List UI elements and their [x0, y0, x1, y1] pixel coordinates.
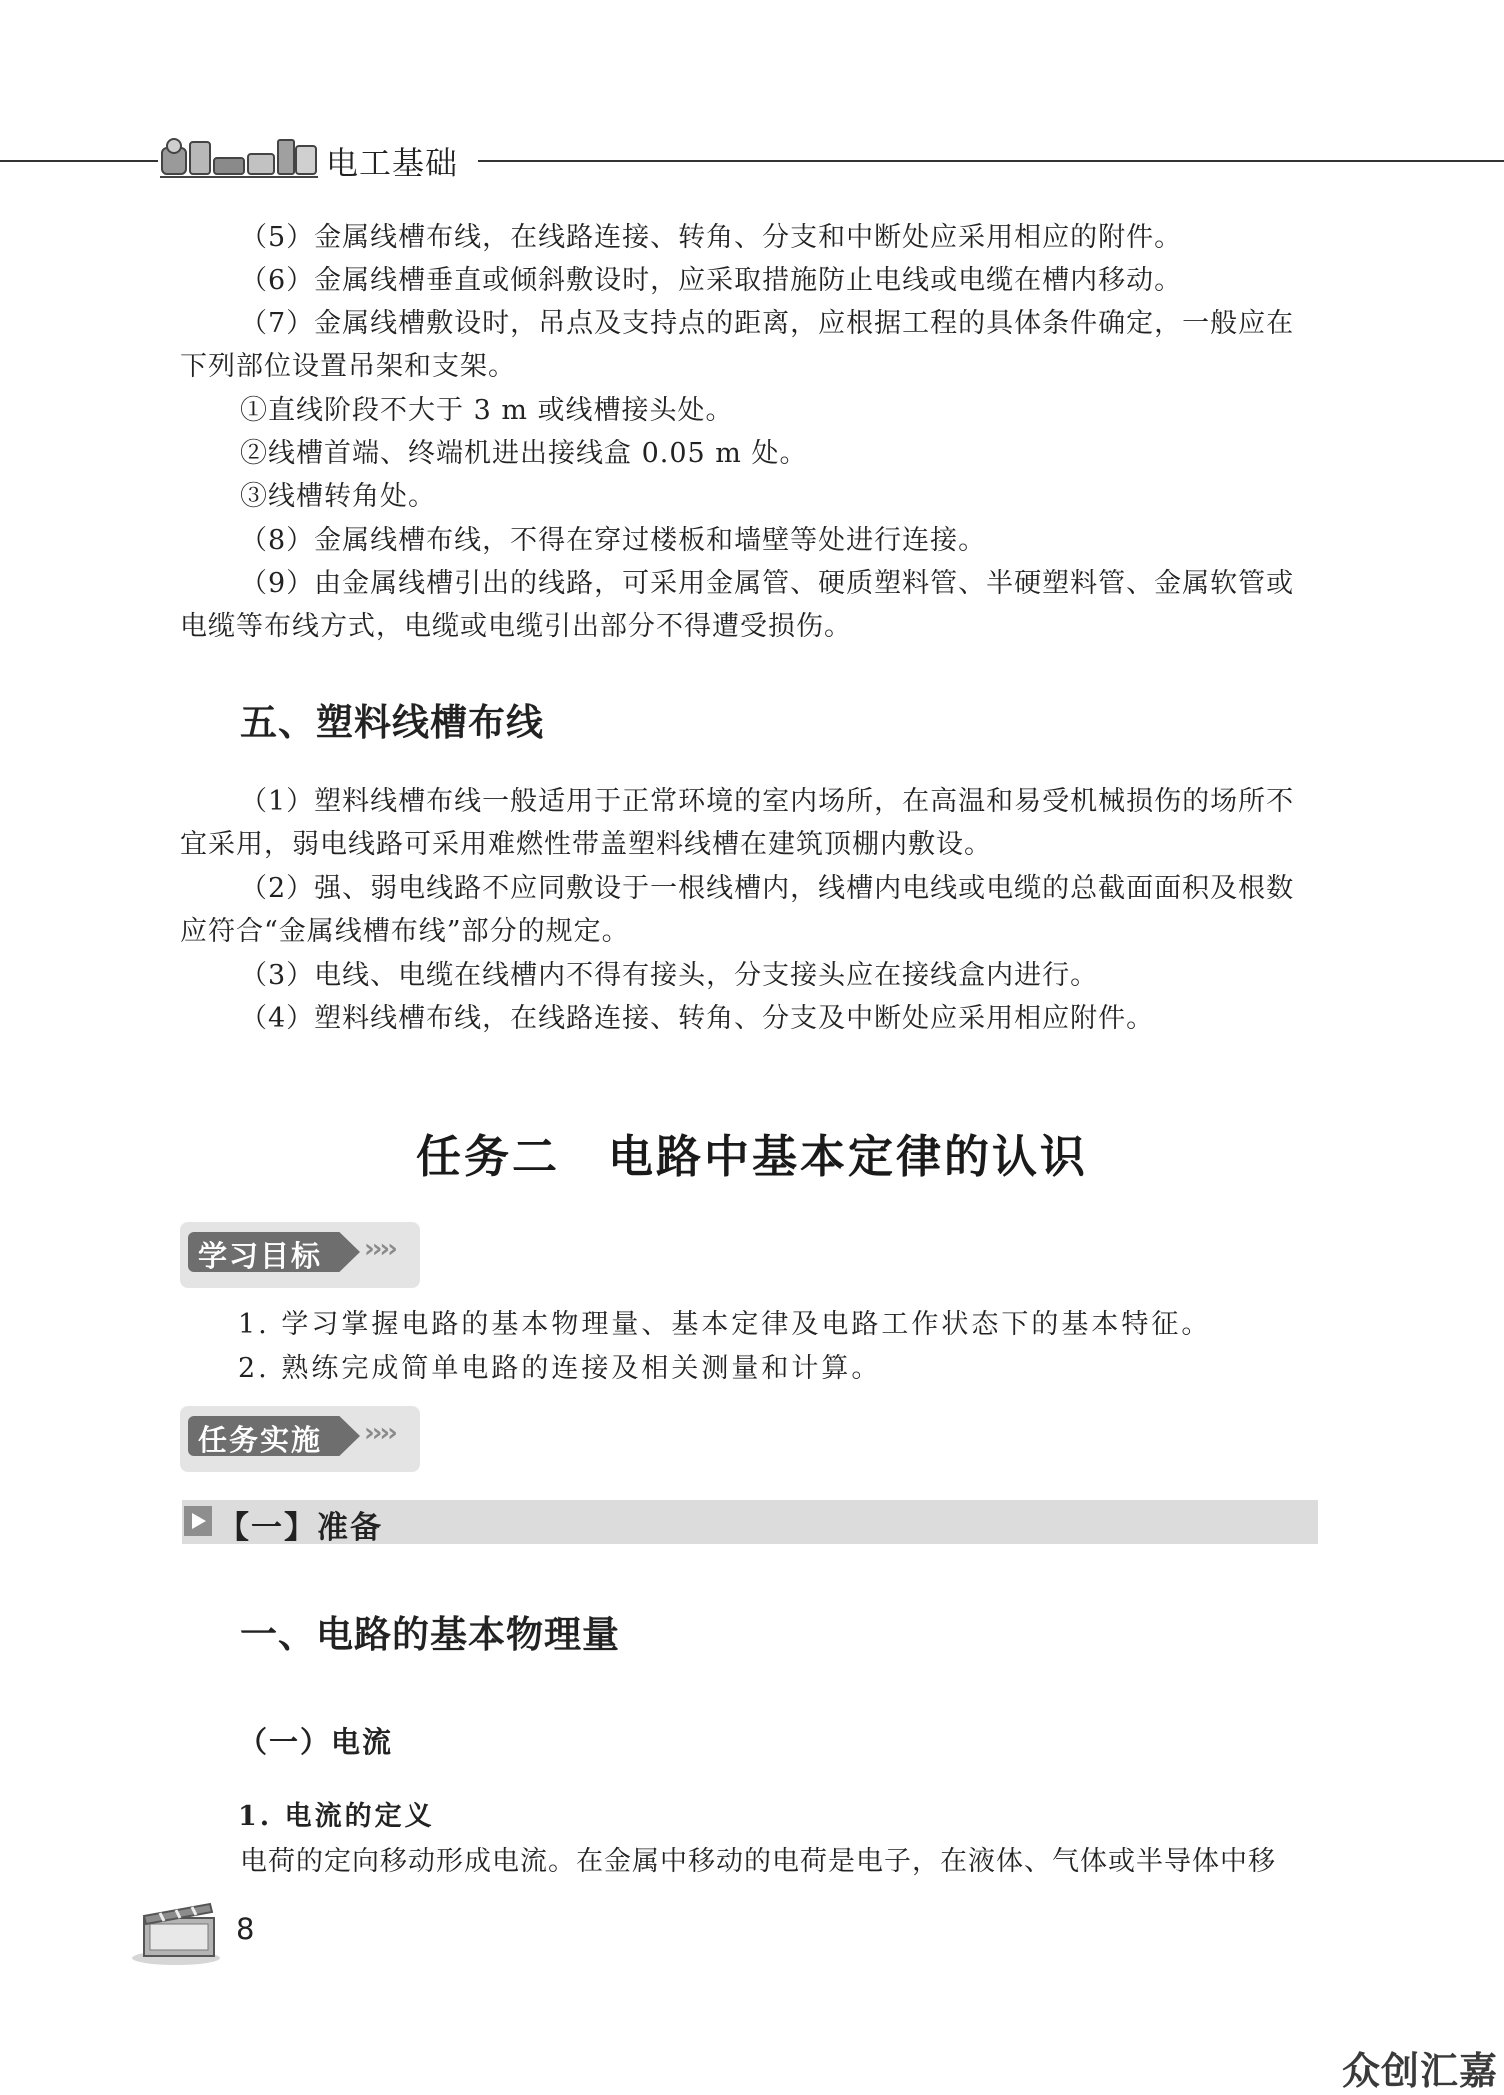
subsection-heading-current: （一）电流 [238, 1725, 394, 1759]
page-number: 8 [236, 1912, 255, 1946]
metal-subitem-3: ③线槽转角处。 [240, 481, 436, 512]
metal-item-9: （9）由金属线槽引出的线路，可采用金属管、硬质塑料管、半硬塑料管、金属软管或电缆等布线方式，电缆或电缆引出部分不得遭受损伤。 [180, 568, 1295, 642]
appliance-illustration-icon [160, 136, 318, 180]
objectives-badge-label: 学习目标 [198, 1239, 323, 1273]
definition-text: 电荷的定向移动形成电流。在金属中移动的电荷是电子，在液体、气体或半导体中移 [240, 1846, 1276, 1877]
metal-item-7: （7）金属线槽敷设时，吊点及支持点的距离，应根据工程的具体条件确定，一般应在下列部位设置吊架和支架。 [180, 308, 1295, 382]
chevrons-icon: ›››› [364, 1234, 395, 1264]
metal-item-8: （8）金属线槽布线，不得在穿过楼板和墙壁等处进行连接。 [240, 525, 987, 556]
section-heading-plastic-trunking: 五、塑料线槽布线 [240, 700, 544, 744]
header-rule-left [0, 160, 158, 162]
task-title: 任务二 电路中基本定律的认识 [415, 1130, 1088, 1183]
plastic-item-2: （2）强、弱电线路不应同敷设于一根线槽内，线槽内电线或电缆的总截面面积及根数应符合“金属线槽布线”部分的规定。 [180, 873, 1295, 947]
section-heading-physical-quantities: 一、电路的基本物理量 [240, 1612, 620, 1656]
metal-subitem-1: ①直线阶段不大于 3 m 或线槽接头处。 [240, 395, 734, 426]
running-header [0, 128, 1504, 188]
chevrons-icon: ›››› [364, 1418, 395, 1448]
plastic-item-3: （3）电线、电缆在线槽内不得有接头，分支接头应在接线盒内进行。 [240, 960, 1099, 991]
implementation-badge-label: 任务实施 [198, 1423, 323, 1457]
implementation-badge [180, 1406, 420, 1472]
definition-heading: 1. 电流的定义 [238, 1801, 435, 1832]
metal-item-6: （6）金属线槽垂直或倾斜敷设时，应采取措施防止电线或电缆在槽内移动。 [240, 265, 1183, 296]
objectives-badge [180, 1222, 420, 1288]
objective-1: 1. 学习掌握电路的基本物理量、基本定律及电路工作状态下的基本特征。 [238, 1309, 1212, 1340]
preparation-bar [182, 1500, 1318, 1544]
plastic-item-1: （1）塑料线槽布线一般适用于正常环境的室内场所，在高温和易受机械损伤的场所不宜采用，弱电线路可采用难燃性带盖塑料线槽在建筑顶棚内敷设。 [180, 786, 1295, 860]
metal-item-5: （5）金属线槽布线，在线路连接、转角、分支和中断处应采用相应的附件。 [240, 222, 1183, 253]
plastic-item-4: （4）塑料线槽布线，在线路连接、转角、分支及中断处应采用相应附件。 [240, 1003, 1155, 1034]
preparation-label: 【一】准备 [218, 1510, 383, 1546]
clapperboard-icon [130, 1892, 226, 1966]
metal-subitem-2: ②线槽首端、终端机进出接线盒 0.05 m 处。 [240, 438, 808, 469]
watermark-text: 众创汇嘉 [1341, 2049, 1498, 2093]
header-rule-right [478, 160, 1504, 162]
objective-2: 2. 熟练完成简单电路的连接及相关测量和计算。 [238, 1353, 882, 1384]
book-title: 电工基础 [326, 144, 459, 182]
play-arrow-icon [184, 1506, 212, 1536]
